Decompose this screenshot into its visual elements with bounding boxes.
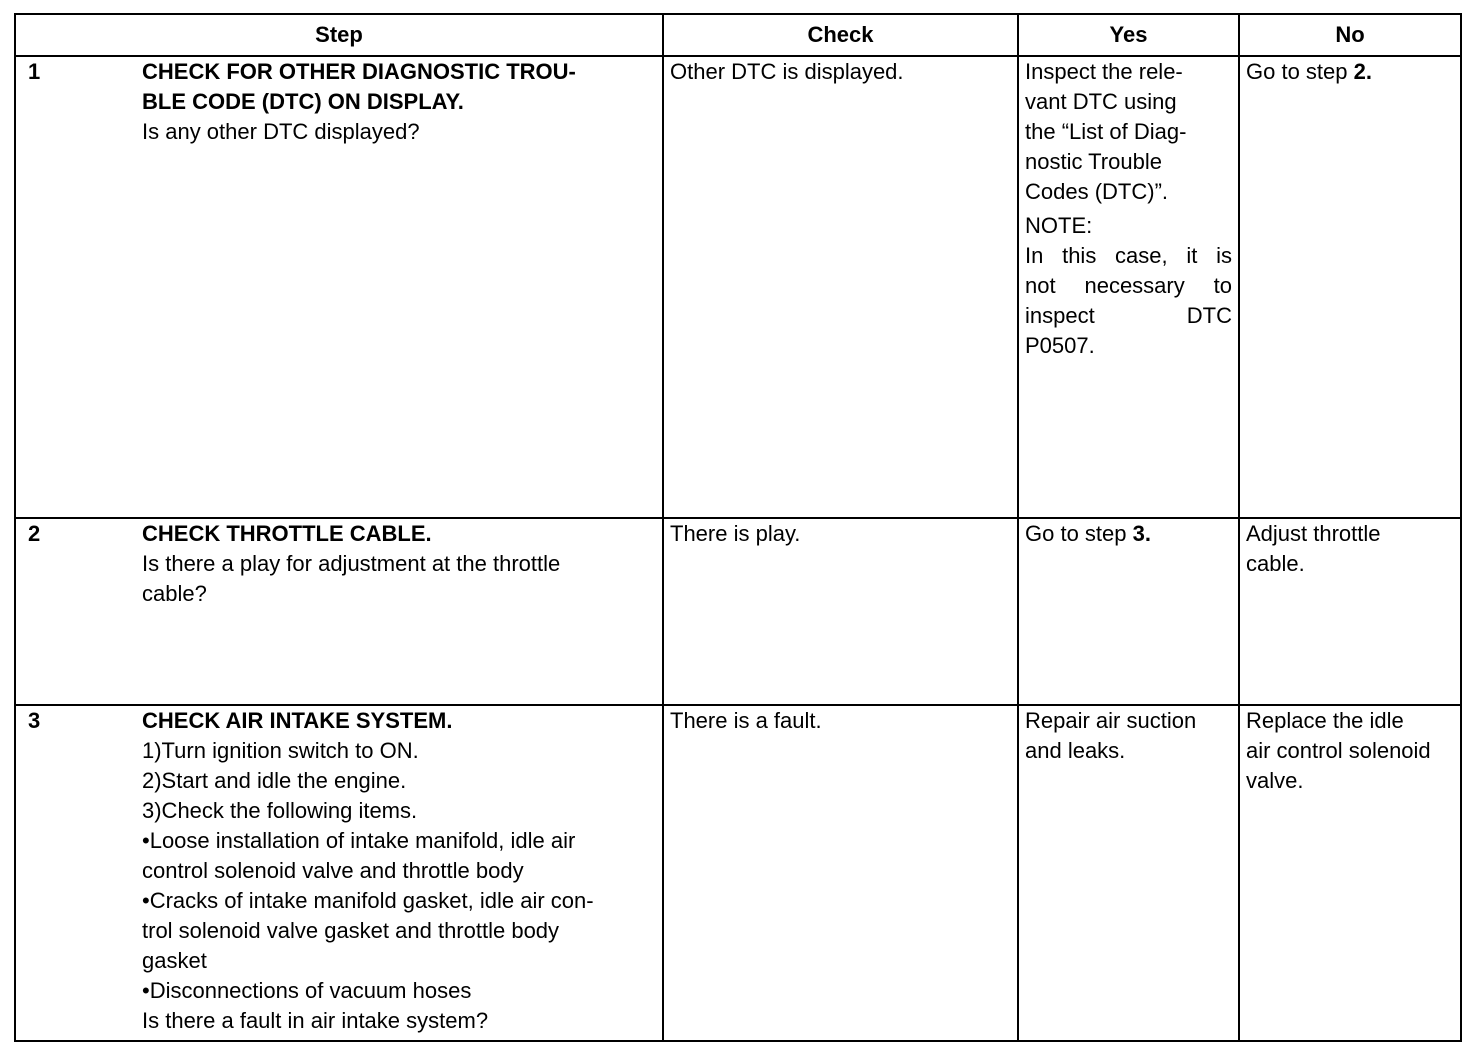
step-reference: 2. [1353, 59, 1372, 84]
step-text-line: 1)Turn ignition switch to ON. [142, 738, 419, 763]
step-text-line: •Cracks of intake manifold gasket, idle air con- [142, 888, 594, 913]
yes-text-line: the “List of Diag- [1025, 119, 1187, 144]
header-check: Check [663, 14, 1018, 56]
no-text-prefix: Go to step [1246, 59, 1354, 84]
step-text-line: 2)Start and idle the engine. [142, 768, 407, 793]
no-text-line: air control solenoid [1246, 738, 1431, 763]
table-row [15, 705, 1461, 1041]
header-row [15, 14, 1461, 56]
note-text-line: not necessary to [1025, 273, 1232, 298]
note-text-line: inspect DTC [1025, 303, 1232, 328]
step-cell [15, 56, 663, 518]
step-body [142, 706, 656, 1036]
step-body [142, 57, 656, 147]
step-cell [15, 705, 663, 1041]
no-cell [1239, 56, 1461, 518]
no-cell [1239, 705, 1461, 1041]
step-text-line: gasket [142, 948, 207, 973]
yes-cell [1018, 518, 1239, 705]
yes-text-line: and leaks. [1025, 738, 1126, 763]
step-text-line: Is there a play for adjustment at the throttle [142, 551, 561, 576]
header-yes: Yes [1018, 14, 1239, 56]
no-text-line: valve. [1246, 768, 1304, 793]
note-heading: NOTE: [1025, 213, 1093, 238]
step-text-line: trol solenoid valve gasket and throttle body [142, 918, 560, 943]
no-text-line: Replace the idle [1246, 708, 1404, 733]
step-reference: 3. [1132, 521, 1151, 546]
note-text-line: P0507. [1025, 333, 1095, 358]
yes-text-line: Repair air suction [1025, 708, 1197, 733]
check-text: There is play. [670, 521, 801, 546]
step-cell [15, 518, 663, 705]
no-text-line: Adjust throttle [1246, 521, 1381, 546]
step-number: 3 [28, 708, 41, 733]
step-title-line: CHECK THROTTLE CABLE. [142, 521, 432, 546]
no-text-line: cable. [1246, 551, 1305, 576]
note-text-line: In this case, it is [1025, 243, 1232, 268]
check-cell [663, 705, 1018, 1041]
check-text: Other DTC is displayed. [670, 59, 904, 84]
yes-text-prefix: Go to step [1025, 521, 1133, 546]
step-text-line: control solenoid valve and throttle body [142, 858, 524, 883]
check-cell [663, 518, 1018, 705]
check-cell [663, 56, 1018, 518]
table-row [15, 518, 1461, 705]
check-text: There is a fault. [670, 708, 822, 733]
step-number: 2 [28, 521, 41, 546]
header-no: No [1239, 14, 1461, 56]
step-title-line: CHECK AIR INTAKE SYSTEM. [142, 708, 453, 733]
yes-cell [1018, 705, 1239, 1041]
yes-text-line: Inspect the rele- [1025, 59, 1183, 84]
step-text-line: 3)Check the following items. [142, 798, 418, 823]
step-number: 1 [28, 59, 41, 84]
no-text [1246, 57, 1454, 87]
table-row [15, 56, 1461, 518]
header-step: Step [15, 14, 663, 56]
yes-text-line: nostic Trouble [1025, 149, 1162, 174]
yes-text-line: vant DTC using [1025, 89, 1177, 114]
step-title-line: BLE CODE (DTC) ON DISPLAY. [142, 89, 464, 114]
yes-text [1025, 519, 1232, 549]
step-text-line: •Disconnections of vacuum hoses [142, 978, 472, 1003]
no-cell [1239, 518, 1461, 705]
diagnostic-table [14, 13, 1462, 1042]
step-text-line: cable? [142, 581, 207, 606]
step-text-line: Is any other DTC displayed? [142, 119, 420, 144]
yes-text-line: Codes (DTC)”. [1025, 179, 1169, 204]
step-body [142, 519, 656, 609]
yes-cell [1018, 56, 1239, 518]
step-text-line: •Loose installation of intake manifold, idle air [142, 828, 576, 853]
step-text-line: Is there a fault in air intake system? [142, 1008, 489, 1033]
step-title-line: CHECK FOR OTHER DIAGNOSTIC TROU- [142, 59, 576, 84]
